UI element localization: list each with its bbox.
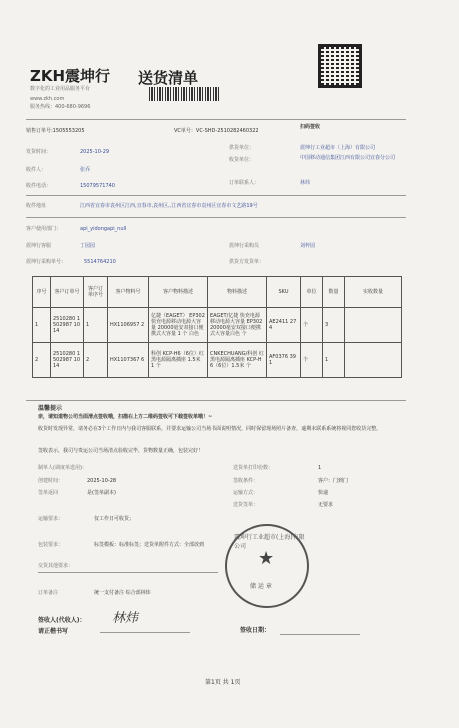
contact-label: 订单联系人： xyxy=(229,180,260,186)
brand-logo: ZKH震坤行 xyxy=(30,67,111,85)
address-label: 收件地址 xyxy=(26,203,47,209)
phone-value: 15079571740 xyxy=(80,183,115,189)
cell-received-qty[interactable] xyxy=(345,343,402,378)
sign-date-label: 签收日期： xyxy=(240,627,271,634)
cell-order-no: 2510280 1502987 1014 xyxy=(51,343,84,378)
cell-order-seq: 2 xyxy=(84,343,108,378)
sign-cond-label: 签收条件： xyxy=(233,478,259,484)
page-number: 第1页 共 1页 xyxy=(205,679,241,686)
cell-qty: 3 xyxy=(323,308,345,343)
delivery-sign-value: 无要求 xyxy=(318,502,334,508)
seal-star-icon: ★ xyxy=(258,548,275,569)
cell-customer-desc: 科创 KCP-H6（6位）红黑电源隔离插座 1.5米 1 个 xyxy=(149,343,208,378)
sales-order-no: 销售订单号:1505553205 xyxy=(26,128,85,134)
col-received-qty: 实收数量 xyxy=(345,277,402,308)
brand-slogan: 数字化的工业用品服务平台 xyxy=(30,86,91,92)
po-label: 震坤行采购单号： xyxy=(26,259,67,265)
brand-site: www.zkh.com xyxy=(30,96,65,102)
table-row xyxy=(33,343,402,378)
print-copies-label: 送货单打印份数： xyxy=(233,465,274,471)
document-title: 送货清单 xyxy=(138,69,199,87)
items-table xyxy=(32,276,402,378)
cell-unit: 个 xyxy=(301,343,323,378)
order-barcode xyxy=(149,87,219,101)
seal-center-text: 储 运 章 xyxy=(250,583,272,590)
delivery-other-label: 交货其他要求： xyxy=(38,563,74,569)
notice-line-3: 签收表示，我司与贵运公司当场清点验收完毕，货物数量正确，包装完好！ xyxy=(38,448,204,454)
cell-customer-desc: 亿捷（EAGET） EP302 快充电源移动电源大容量 20000毫安双接口便携式大容量 1 个 白色 xyxy=(149,308,208,343)
notice-title: 温馨提示 xyxy=(38,405,63,412)
table-header-row xyxy=(33,277,402,308)
recipient-value: 张乔 xyxy=(80,167,91,173)
ship-time-label: 发货时间： xyxy=(26,149,52,155)
phone-label: 收件电话： xyxy=(26,183,52,189)
purchaser-value: 刘梓园 xyxy=(300,243,316,249)
col-qty: 数量 xyxy=(323,277,345,308)
transport-mode-value: 快递 xyxy=(318,490,329,496)
cell-sku: AF0376 391 xyxy=(267,343,301,378)
contact-value: 林炜 xyxy=(300,180,311,186)
cell-qty: 1 xyxy=(323,343,345,378)
col-material-no: 客户物料号 xyxy=(108,277,149,308)
cell-material-desc: CNKECHUANG/科创 红黑电源隔离插座 KCP-H6（6位）1.5米 个 xyxy=(208,343,267,378)
cell-material-no: HX1107367 6 xyxy=(108,343,149,378)
signer-sub: 请正楷书写 xyxy=(38,628,69,635)
maker-label: 制单人(调度单选用)： xyxy=(38,465,87,471)
notice-line-2: 收货时发现异常，请务必在3个工作日内与我司客服联系，并要求运输公司当场书面说明情况，同时保留现场照片备查，逾期未联系系统将视同您收货完整。 xyxy=(38,426,382,432)
sign-return-label: 签单返回 xyxy=(38,490,59,496)
sign-title: 扫码签收 xyxy=(300,124,321,130)
receiver-label: 收货单位： xyxy=(229,157,255,163)
col-no: 序号 xyxy=(33,277,51,308)
cell-order-seq: 1 xyxy=(84,308,108,343)
print-copies-value: 1 xyxy=(318,465,322,471)
supplier-label: 供货单位： xyxy=(229,145,255,151)
recipient-label: 收件人： xyxy=(26,167,47,173)
delivery-sign-label: 送货签单： xyxy=(233,502,259,508)
cell-material-desc: EAGET/亿捷 快充电源移动电源大容量 EP302 20000毫安双接口便携式大容量白色 个 xyxy=(208,308,267,343)
ship-time-value: 2025-10-29 xyxy=(80,149,110,155)
pack-req-label: 包装要求： xyxy=(38,542,64,548)
customer-dept-value: api_yidongapi_null xyxy=(80,226,127,232)
vc-no: VC单号：VC-SHD-2510282460322 xyxy=(174,128,259,134)
col-order-seq: 客户订单序号 xyxy=(84,277,108,308)
supplier-code-label: 供货方发货单： xyxy=(229,259,265,265)
seal-ring-text: 震坤行工业超市(上海)有限公司 xyxy=(234,534,305,550)
sign-qr-code[interactable] xyxy=(318,44,362,88)
table-row xyxy=(33,308,402,343)
col-customer-desc: 客户物料描述 xyxy=(149,277,208,308)
purchaser-label: 震坤行采购员 xyxy=(229,243,260,249)
col-order-no: 客户订单号 xyxy=(51,277,84,308)
sign-return-value: 是(签单副本) xyxy=(87,490,116,496)
col-unit: 单位 xyxy=(301,277,323,308)
pack-req-value: 标签模板：标准标签；送货单附件方式：全部放到 xyxy=(94,542,205,548)
cs-label: 震坤行客服 xyxy=(26,243,52,249)
sign-cond-value: 客户：门到门 xyxy=(318,478,349,484)
transport-req-label: 运输要求： xyxy=(38,516,64,522)
receiver-value: 中国移动通信集团江西有限公司宜春分公司 xyxy=(300,155,396,161)
cell-no: 2 xyxy=(33,343,51,378)
cell-received-qty[interactable] xyxy=(345,308,402,343)
cs-value: 丁园园 xyxy=(80,243,96,249)
cell-order-no: 2510280 1502987 1014 xyxy=(51,308,84,343)
customer-dept-label: 客户使用部门： xyxy=(26,226,62,232)
notice-line-1: 亲，请知道物公司当面清点签收哦，扫描右上方二维码签收可下载签收单哦！~ xyxy=(38,414,213,420)
supplier-value: 震坤行工业超市（上海）有限公司 xyxy=(300,145,376,151)
col-sku: SKU xyxy=(267,277,301,308)
address-value: 江西省宜春市袁州区江西,宜春市,袁州区,,江西省宜春市袁州区宜春市文艺路19号 xyxy=(80,203,258,209)
cell-no: 1 xyxy=(33,308,51,343)
cell-material-no: HX1106957 2 xyxy=(108,308,149,343)
order-note-value: 统一支付备注 综合部林炜 xyxy=(94,590,151,596)
transport-req-value: 仅工作日可收货； xyxy=(94,516,135,522)
shipping-seal xyxy=(225,524,309,608)
po-value: 5514764210 xyxy=(84,259,116,265)
order-note-label: 订单备注 xyxy=(38,590,59,596)
cell-sku: AE2411 274 xyxy=(267,308,301,343)
transport-mode-label: 运输方式： xyxy=(233,490,259,496)
created-value: 2025-10-28 xyxy=(87,478,117,484)
signer-signature[interactable]: 林炜 xyxy=(112,611,139,626)
signer-label: 签收人(代收人)： xyxy=(38,617,86,624)
col-material-desc: 物料描述 xyxy=(208,277,267,308)
brand-hotline: 服务热线：400-680-9696 xyxy=(30,104,91,110)
created-label: 创建时间： xyxy=(38,478,64,484)
cell-unit: 个 xyxy=(301,308,323,343)
